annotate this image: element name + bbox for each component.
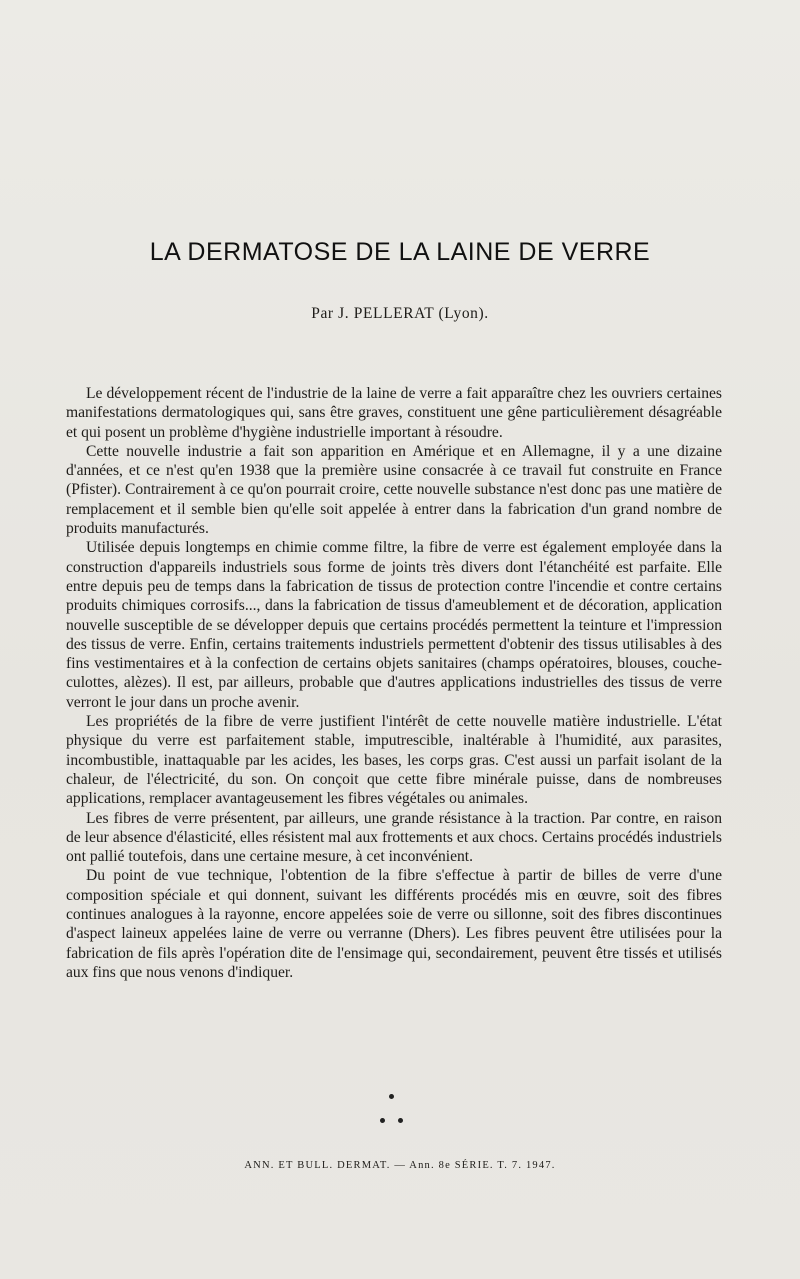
paragraph: Du point de vue technique, l'obtention de la fibre s'effectue à partir de billes de verre d'une composition spéciale et qui donnent, suivant les différents procédés mis en œuvre, soit des fibres continues analogues à la rayonne, encore appelées soie de verre ou sillonne, soit des fibres discontinues d'aspect laineux appelées laine de verre ou verranne (Dhers). Les fibres peuvent être utilisées pour la fabrication de fils après l'opération dite de l'ensimage qui, secondairement, peuvent être tissés et utilisés aux fins que nous venons d'indiquer. <box>66 867 722 981</box>
ornament-dot <box>380 1118 385 1123</box>
asterism-icon <box>370 1090 430 1130</box>
ornament-dot <box>389 1094 394 1099</box>
paragraph: Cette nouvelle industrie a fait son apparition en Amérique et en Allemagne, il y a une dizaine d'années, et ce n'est qu'en 1938 que la première usine consacrée à ce travail fut construite en France (Pfister). Contrairement à ce qu'on pourrait croire, cette nouvelle substance n'est donc pas une matière de remplacement et il semble bien qu'elle soit appelée à entrer dans la fabrication d'un grand nombre de produits manufacturés. <box>66 442 722 538</box>
journal-citation: ANN. ET BULL. DERMAT. — Ann. 8e SÉRIE. T. 7. 1947. <box>244 1160 556 1171</box>
paragraph: Les fibres de verre présentent, par ailleurs, une grande résistance à la traction. Par contre, en raison de leur absence d'élasticité, elles résistent mal aux frottements et aux chocs. Certains procédés industriels ont pallié toutefois, dans une certaine mesure, à cet inconvénient. <box>66 809 722 866</box>
article-title: LA DERMATOSE DE LA LAINE DE VERRE <box>149 238 651 266</box>
author-line: Par J. PELLERAT (Lyon). <box>311 305 489 322</box>
ornament-dot <box>398 1118 403 1123</box>
article-body <box>66 384 722 982</box>
paragraph: Utilisée depuis longtemps en chimie comme filtre, la fibre de verre est également employée dans la construction d'appareils industriels sous forme de joints très divers dont l'étanchéité est parfaite. Elle entre depuis peu de temps dans la fabrication de tissus de protection contre l'incendie et contre certains produits chimiques corrosifs..., dans la fabrication de tissus d'ameublement et de décoration, application nouvelle susceptible de se développer depuis que certains procédés permettent la teinture et l'impression des tissus de verre. Enfin, certains traitements industriels permettent d'obtenir des tissus utilisables à des fins vestimentaires et à la confection de certains objets sanitaires (champs opératoires, blouses, couche-culottes, alèzes). Il est, par ailleurs, probable que d'autres applications industrielles des tissus de verre verront le jour dans un proche avenir. <box>66 539 722 711</box>
paragraph: Les propriétés de la fibre de verre justifient l'intérêt de cette nouvelle matière industrielle. L'état physique du verre est parfaitement stable, imputrescible, inaltérable à l'humidité, aux parasites, incombustible, inattaquable par les acides, les bases, les corps gras. C'est aussi un parfait isolant de la chaleur, de l'électricité, du son. On conçoit que cette fibre minérale puisse, dans de nombreuses applications, remplacer avantageusement les fibres végétales ou animales. <box>66 713 722 808</box>
paragraph: Le développement récent de l'industrie de la laine de verre a fait apparaître chez les ouvriers certaines manifestations dermatologiques qui, sans être graves, constituent une gêne particulièrement désagréable et qui posent un problème d'hygiène industrielle important à résoudre. <box>66 385 722 441</box>
